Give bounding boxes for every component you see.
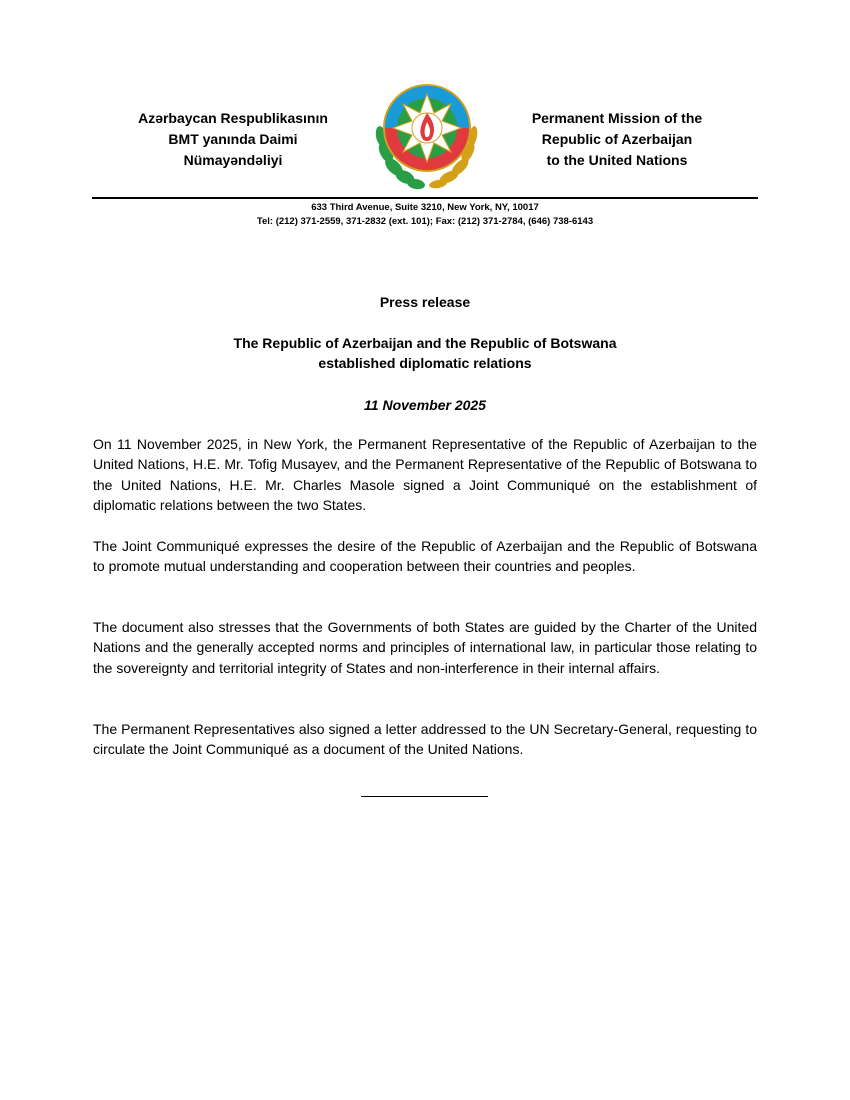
body-paragraph-2: The Joint Communiqué expresses the desire of the Republic of Azerbaijan and the Republic of Botswana to promote mutual understanding and cooperation between their countries and peoples.	[93, 538, 757, 575]
header-right-english	[497, 108, 737, 171]
header-right-line-1: Permanent Mission of the	[531, 110, 703, 126]
header-left-line-2: BMT yanında Daimi	[168, 131, 298, 147]
body-paragraph-3: The document also stresses that the Governments of both States are guided by the Charter of the United Nations and the generally accepted norms and principles of international law, in particular those relating to the sovereignty and territorial integrity of States and non-interference in their internal affairs.	[93, 619, 757, 676]
headline-line-2: established diplomatic relations	[318, 355, 532, 371]
body-paragraph-4: The Permanent Representatives also signed a letter addressed to the UN Secretary-General, requesting to circulate the Joint Communiqué as a document of the United Nations.	[93, 721, 757, 758]
headline-line-1: The Republic of Azerbaijan and the Republic of Botswana	[233, 335, 617, 351]
header-right-line-3: to the United Nations	[546, 152, 688, 168]
phone-fax-line: Tel: (212) 371-2559, 371-2832 (ext. 101); Fax: (212) 371-2784, (646) 738-6143	[256, 216, 594, 227]
header-left-line-3: Nümayəndəliyi	[183, 152, 283, 168]
header-left-azerbaijani	[113, 108, 353, 171]
header-divider	[92, 197, 758, 199]
contact-block	[92, 201, 758, 229]
coat-of-arms-emblem	[372, 80, 482, 194]
header-right-line-2: Republic of Azerbaijan	[541, 131, 693, 147]
press-release-label: Press release	[379, 294, 471, 310]
body-paragraph-1: On 11 November 2025, in New York, the Permanent Representative of the Republic of Azerbaijan to the United Nations, H.E. Mr. Tofig Musayev, and the Permanent Representative of the Republic of Botswana to the United Nations, H.E. Mr. Charles Masole signed a Joint Communiqué on the establishment of diplomatic relations between the two States.	[93, 436, 757, 514]
release-date: 11 November 2025	[364, 397, 486, 413]
address-line: 633 Third Avenue, Suite 3210, New York, NY, 10017	[311, 202, 539, 213]
header-left-line-1: Azərbaycan Respublikasının	[138, 110, 328, 126]
headline	[92, 333, 758, 373]
closing-rule	[361, 796, 488, 797]
